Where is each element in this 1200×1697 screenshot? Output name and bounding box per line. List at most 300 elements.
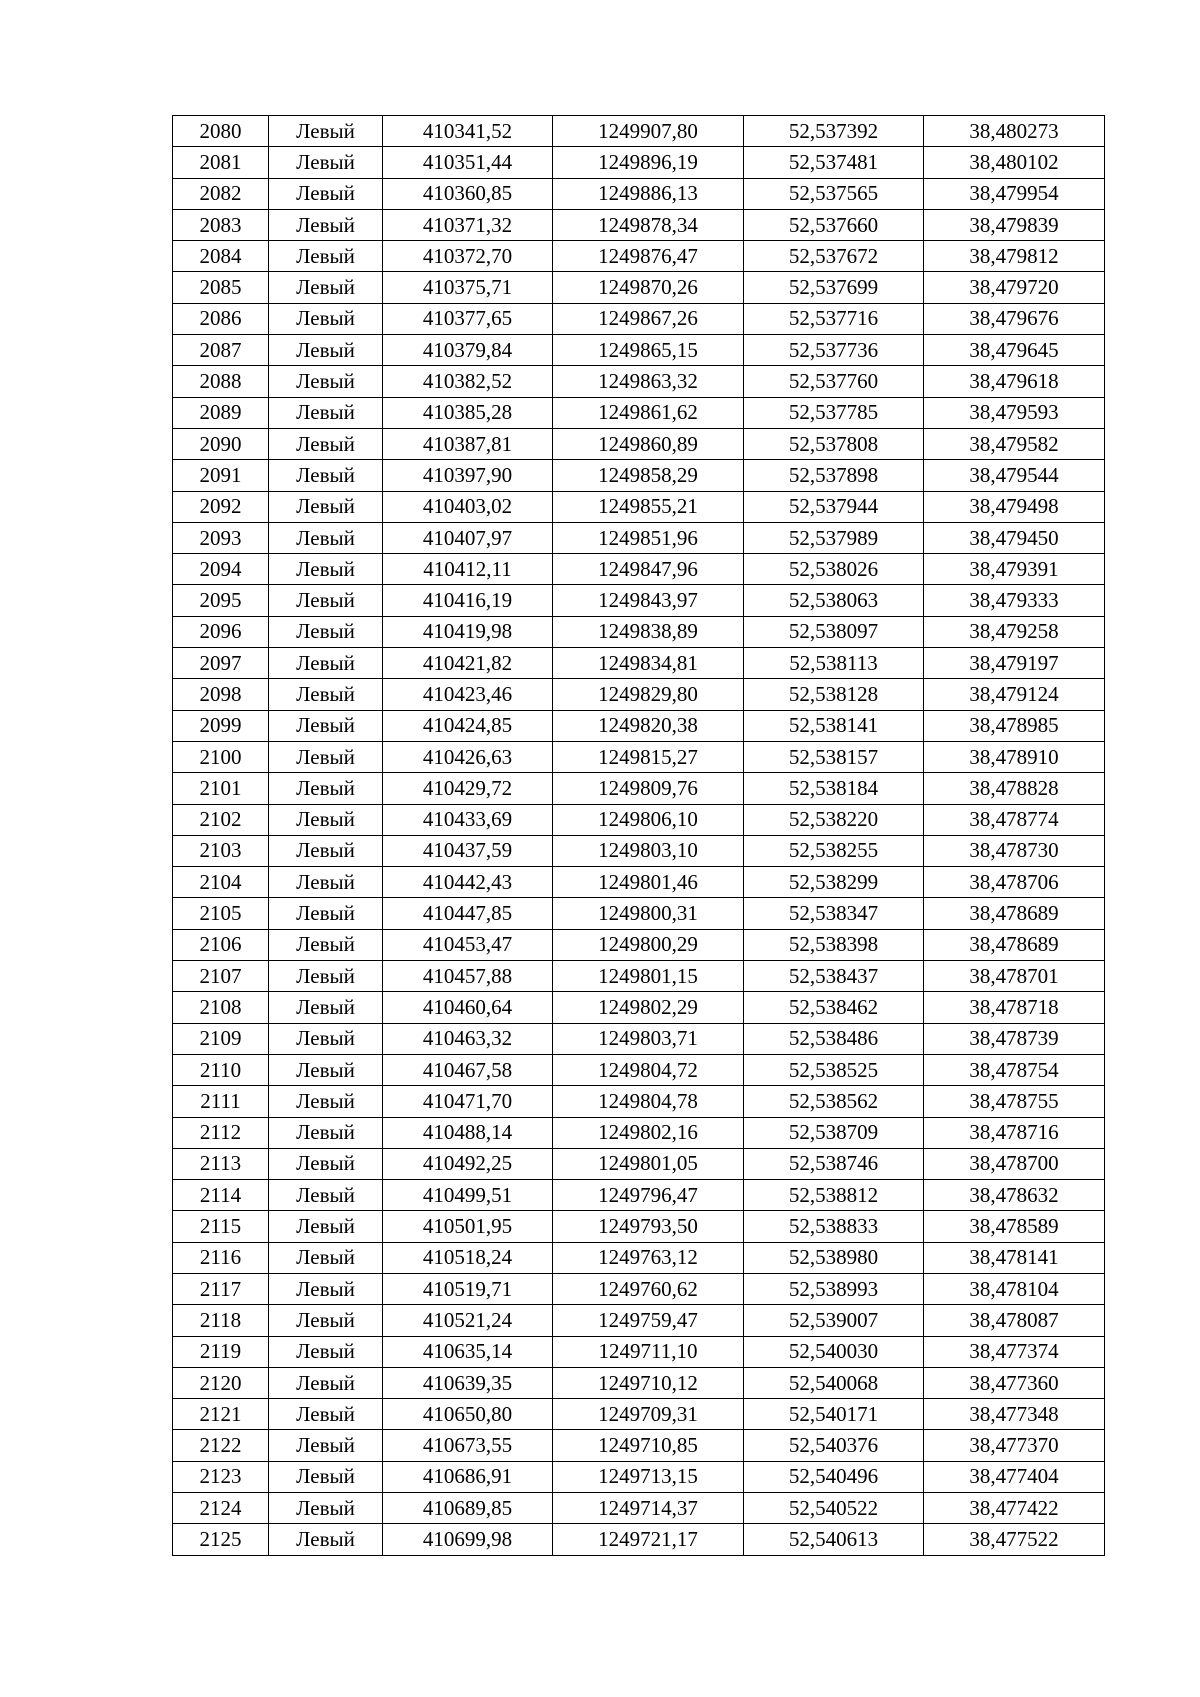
coord-x-cell: 410424,85 (383, 710, 553, 741)
coord-x-cell: 410421,82 (383, 648, 553, 679)
table-row (173, 1023, 1105, 1054)
longitude-cell: 38,478910 (924, 741, 1105, 772)
point-number-cell: 2122 (173, 1430, 269, 1461)
longitude-cell: 38,478739 (924, 1023, 1105, 1054)
longitude-cell: 38,479593 (924, 397, 1105, 428)
table-row (173, 522, 1105, 553)
coord-x-cell: 410689,85 (383, 1493, 553, 1524)
side-cell: Левый (269, 460, 383, 491)
table-row (173, 1148, 1105, 1179)
side-cell: Левый (269, 1273, 383, 1304)
latitude-cell: 52,537481 (744, 147, 924, 178)
longitude-cell: 38,479582 (924, 428, 1105, 459)
point-number-cell: 2121 (173, 1399, 269, 1430)
coord-x-cell: 410387,81 (383, 428, 553, 459)
point-number-cell: 2102 (173, 804, 269, 835)
latitude-cell: 52,538026 (744, 554, 924, 585)
table-row (173, 1461, 1105, 1492)
longitude-cell: 38,478730 (924, 835, 1105, 866)
coord-x-cell: 410412,11 (383, 554, 553, 585)
side-cell: Левый (269, 679, 383, 710)
side-cell: Левый (269, 428, 383, 459)
longitude-cell: 38,480102 (924, 147, 1105, 178)
table-row (173, 992, 1105, 1023)
coord-y-cell: 1249710,85 (553, 1430, 744, 1461)
longitude-cell: 38,478700 (924, 1148, 1105, 1179)
table-row (173, 898, 1105, 929)
table-row (173, 1086, 1105, 1117)
table-row (173, 741, 1105, 772)
coord-x-cell: 410372,70 (383, 241, 553, 272)
side-cell: Левый (269, 491, 383, 522)
latitude-cell: 52,538063 (744, 585, 924, 616)
coord-y-cell: 1249878,34 (553, 209, 744, 240)
point-number-cell: 2123 (173, 1461, 269, 1492)
side-cell: Левый (269, 209, 383, 240)
latitude-cell: 52,540522 (744, 1493, 924, 1524)
coord-y-cell: 1249851,96 (553, 522, 744, 553)
longitude-cell: 38,477422 (924, 1493, 1105, 1524)
latitude-cell: 52,537898 (744, 460, 924, 491)
latitude-cell: 52,538113 (744, 648, 924, 679)
side-cell: Левый (269, 1054, 383, 1085)
side-cell: Левый (269, 804, 383, 835)
point-number-cell: 2095 (173, 585, 269, 616)
point-number-cell: 2111 (173, 1086, 269, 1117)
coord-x-cell: 410403,02 (383, 491, 553, 522)
point-number-cell: 2092 (173, 491, 269, 522)
coord-y-cell: 1249714,37 (553, 1493, 744, 1524)
side-cell: Левый (269, 116, 383, 147)
side-cell: Левый (269, 147, 383, 178)
coord-x-cell: 410426,63 (383, 741, 553, 772)
longitude-cell: 38,477522 (924, 1524, 1105, 1555)
coord-y-cell: 1249711,10 (553, 1336, 744, 1367)
longitude-cell: 38,477370 (924, 1430, 1105, 1461)
point-number-cell: 2108 (173, 992, 269, 1023)
point-number-cell: 2109 (173, 1023, 269, 1054)
point-number-cell: 2124 (173, 1493, 269, 1524)
side-cell: Левый (269, 554, 383, 585)
latitude-cell: 52,538525 (744, 1054, 924, 1085)
point-number-cell: 2081 (173, 147, 269, 178)
coord-y-cell: 1249800,29 (553, 929, 744, 960)
side-cell: Левый (269, 1430, 383, 1461)
longitude-cell: 38,478985 (924, 710, 1105, 741)
point-number-cell: 2090 (173, 428, 269, 459)
longitude-cell: 38,478689 (924, 929, 1105, 960)
table-row (173, 585, 1105, 616)
latitude-cell: 52,538486 (744, 1023, 924, 1054)
side-cell: Левый (269, 1399, 383, 1430)
table-row (173, 835, 1105, 866)
coord-x-cell: 410429,72 (383, 773, 553, 804)
point-number-cell: 2091 (173, 460, 269, 491)
table-row (173, 1524, 1105, 1555)
latitude-cell: 52,538220 (744, 804, 924, 835)
table-row (173, 397, 1105, 428)
latitude-cell: 52,538097 (744, 616, 924, 647)
side-cell: Левый (269, 929, 383, 960)
latitude-cell: 52,538709 (744, 1117, 924, 1148)
coord-x-cell: 410447,85 (383, 898, 553, 929)
latitude-cell: 52,537660 (744, 209, 924, 240)
coord-x-cell: 410463,32 (383, 1023, 553, 1054)
latitude-cell: 52,540376 (744, 1430, 924, 1461)
coord-x-cell: 410519,71 (383, 1273, 553, 1304)
coord-x-cell: 410423,46 (383, 679, 553, 710)
coord-y-cell: 1249800,31 (553, 898, 744, 929)
coord-x-cell: 410499,51 (383, 1180, 553, 1211)
side-cell: Левый (269, 272, 383, 303)
longitude-cell: 38,477404 (924, 1461, 1105, 1492)
coord-x-cell: 410467,58 (383, 1054, 553, 1085)
point-number-cell: 2114 (173, 1180, 269, 1211)
latitude-cell: 52,538128 (744, 679, 924, 710)
side-cell: Левый (269, 1211, 383, 1242)
side-cell: Левый (269, 366, 383, 397)
side-cell: Левый (269, 710, 383, 741)
side-cell: Левый (269, 303, 383, 334)
longitude-cell: 38,479498 (924, 491, 1105, 522)
side-cell: Левый (269, 335, 383, 366)
side-cell: Левый (269, 1023, 383, 1054)
table-row (173, 116, 1105, 147)
coordinates-table-body (173, 116, 1105, 1556)
point-number-cell: 2094 (173, 554, 269, 585)
side-cell: Левый (269, 397, 383, 428)
point-number-cell: 2093 (173, 522, 269, 553)
side-cell: Левый (269, 1367, 383, 1398)
latitude-cell: 52,540496 (744, 1461, 924, 1492)
latitude-cell: 52,538299 (744, 867, 924, 898)
table-row (173, 1180, 1105, 1211)
side-cell: Левый (269, 241, 383, 272)
point-number-cell: 2106 (173, 929, 269, 960)
longitude-cell: 38,478087 (924, 1305, 1105, 1336)
table-row (173, 335, 1105, 366)
side-cell: Левый (269, 1148, 383, 1179)
side-cell: Левый (269, 867, 383, 898)
latitude-cell: 52,540030 (744, 1336, 924, 1367)
point-number-cell: 2125 (173, 1524, 269, 1555)
coord-y-cell: 1249815,27 (553, 741, 744, 772)
point-number-cell: 2099 (173, 710, 269, 741)
table-row (173, 241, 1105, 272)
coord-x-cell: 410635,14 (383, 1336, 553, 1367)
coord-x-cell: 410397,90 (383, 460, 553, 491)
coord-y-cell: 1249863,32 (553, 366, 744, 397)
latitude-cell: 52,537989 (744, 522, 924, 553)
table-row (173, 303, 1105, 334)
point-number-cell: 2080 (173, 116, 269, 147)
side-cell: Левый (269, 1336, 383, 1367)
coord-y-cell: 1249721,17 (553, 1524, 744, 1555)
side-cell: Левый (269, 1086, 383, 1117)
coord-x-cell: 410433,69 (383, 804, 553, 835)
point-number-cell: 2119 (173, 1336, 269, 1367)
table-row (173, 1117, 1105, 1148)
point-number-cell: 2112 (173, 1117, 269, 1148)
point-number-cell: 2100 (173, 741, 269, 772)
longitude-cell: 38,479676 (924, 303, 1105, 334)
coord-x-cell: 410650,80 (383, 1399, 553, 1430)
longitude-cell: 38,479645 (924, 335, 1105, 366)
longitude-cell: 38,479197 (924, 648, 1105, 679)
point-number-cell: 2083 (173, 209, 269, 240)
table-row (173, 867, 1105, 898)
table-row (173, 804, 1105, 835)
coord-x-cell: 410521,24 (383, 1305, 553, 1336)
point-number-cell: 2085 (173, 272, 269, 303)
table-row (173, 616, 1105, 647)
longitude-cell: 38,479544 (924, 460, 1105, 491)
longitude-cell: 38,479333 (924, 585, 1105, 616)
coord-y-cell: 1249802,16 (553, 1117, 744, 1148)
coord-y-cell: 1249907,80 (553, 116, 744, 147)
coord-y-cell: 1249865,15 (553, 335, 744, 366)
point-number-cell: 2107 (173, 961, 269, 992)
coord-y-cell: 1249876,47 (553, 241, 744, 272)
longitude-cell: 38,478755 (924, 1086, 1105, 1117)
table-row (173, 1367, 1105, 1398)
coord-y-cell: 1249796,47 (553, 1180, 744, 1211)
point-number-cell: 2104 (173, 867, 269, 898)
coord-y-cell: 1249870,26 (553, 272, 744, 303)
coord-x-cell: 410382,52 (383, 366, 553, 397)
latitude-cell: 52,537736 (744, 335, 924, 366)
table-row (173, 773, 1105, 804)
coord-y-cell: 1249886,13 (553, 178, 744, 209)
coord-y-cell: 1249763,12 (553, 1242, 744, 1273)
longitude-cell: 38,478104 (924, 1273, 1105, 1304)
coord-x-cell: 410492,25 (383, 1148, 553, 1179)
longitude-cell: 38,479391 (924, 554, 1105, 585)
table-row (173, 428, 1105, 459)
longitude-cell: 38,479618 (924, 366, 1105, 397)
longitude-cell: 38,479258 (924, 616, 1105, 647)
coord-y-cell: 1249861,62 (553, 397, 744, 428)
coord-y-cell: 1249834,81 (553, 648, 744, 679)
coord-y-cell: 1249713,15 (553, 1461, 744, 1492)
coord-x-cell: 410453,47 (383, 929, 553, 960)
latitude-cell: 52,537392 (744, 116, 924, 147)
longitude-cell: 38,479124 (924, 679, 1105, 710)
coord-x-cell: 410341,52 (383, 116, 553, 147)
latitude-cell: 52,537785 (744, 397, 924, 428)
table-row (173, 554, 1105, 585)
table-row (173, 178, 1105, 209)
coord-y-cell: 1249804,72 (553, 1054, 744, 1085)
coord-y-cell: 1249809,76 (553, 773, 744, 804)
coord-x-cell: 410460,64 (383, 992, 553, 1023)
coord-y-cell: 1249709,31 (553, 1399, 744, 1430)
longitude-cell: 38,477374 (924, 1336, 1105, 1367)
longitude-cell: 38,478589 (924, 1211, 1105, 1242)
coord-y-cell: 1249858,29 (553, 460, 744, 491)
side-cell: Левый (269, 992, 383, 1023)
latitude-cell: 52,537672 (744, 241, 924, 272)
coord-x-cell: 410457,88 (383, 961, 553, 992)
coord-y-cell: 1249801,46 (553, 867, 744, 898)
longitude-cell: 38,477360 (924, 1367, 1105, 1398)
side-cell: Левый (269, 1180, 383, 1211)
coord-x-cell: 410471,70 (383, 1086, 553, 1117)
latitude-cell: 52,538347 (744, 898, 924, 929)
coord-x-cell: 410416,19 (383, 585, 553, 616)
point-number-cell: 2116 (173, 1242, 269, 1273)
coord-x-cell: 410371,32 (383, 209, 553, 240)
coord-x-cell: 410377,65 (383, 303, 553, 334)
latitude-cell: 52,538141 (744, 710, 924, 741)
coord-x-cell: 410360,85 (383, 178, 553, 209)
coord-x-cell: 410375,71 (383, 272, 553, 303)
latitude-cell: 52,538462 (744, 992, 924, 1023)
point-number-cell: 2101 (173, 773, 269, 804)
table-row (173, 209, 1105, 240)
longitude-cell: 38,479812 (924, 241, 1105, 272)
coord-x-cell: 410379,84 (383, 335, 553, 366)
side-cell: Левый (269, 1242, 383, 1273)
latitude-cell: 52,537565 (744, 178, 924, 209)
latitude-cell: 52,540613 (744, 1524, 924, 1555)
side-cell: Левый (269, 773, 383, 804)
point-number-cell: 2105 (173, 898, 269, 929)
point-number-cell: 2086 (173, 303, 269, 334)
longitude-cell: 38,478632 (924, 1180, 1105, 1211)
point-number-cell: 2082 (173, 178, 269, 209)
longitude-cell: 38,479839 (924, 209, 1105, 240)
coord-x-cell: 410518,24 (383, 1242, 553, 1273)
coord-y-cell: 1249760,62 (553, 1273, 744, 1304)
coord-x-cell: 410686,91 (383, 1461, 553, 1492)
point-number-cell: 2113 (173, 1148, 269, 1179)
coord-y-cell: 1249801,05 (553, 1148, 744, 1179)
point-number-cell: 2098 (173, 679, 269, 710)
longitude-cell: 38,478718 (924, 992, 1105, 1023)
longitude-cell: 38,478774 (924, 804, 1105, 835)
longitude-cell: 38,479720 (924, 272, 1105, 303)
latitude-cell: 52,538157 (744, 741, 924, 772)
longitude-cell: 38,478701 (924, 961, 1105, 992)
longitude-cell: 38,479450 (924, 522, 1105, 553)
coord-y-cell: 1249804,78 (553, 1086, 744, 1117)
table-row (173, 460, 1105, 491)
coord-y-cell: 1249803,10 (553, 835, 744, 866)
table-row (173, 929, 1105, 960)
side-cell: Левый (269, 1524, 383, 1555)
coord-x-cell: 410501,95 (383, 1211, 553, 1242)
side-cell: Левый (269, 1305, 383, 1336)
coord-x-cell: 410385,28 (383, 397, 553, 428)
longitude-cell: 38,478141 (924, 1242, 1105, 1273)
longitude-cell: 38,478828 (924, 773, 1105, 804)
latitude-cell: 52,538980 (744, 1242, 924, 1273)
latitude-cell: 52,537808 (744, 428, 924, 459)
table-row (173, 710, 1105, 741)
coord-y-cell: 1249710,12 (553, 1367, 744, 1398)
coord-x-cell: 410699,98 (383, 1524, 553, 1555)
latitude-cell: 52,537716 (744, 303, 924, 334)
longitude-cell: 38,480273 (924, 116, 1105, 147)
latitude-cell: 52,538833 (744, 1211, 924, 1242)
coord-y-cell: 1249820,38 (553, 710, 744, 741)
longitude-cell: 38,478689 (924, 898, 1105, 929)
point-number-cell: 2117 (173, 1273, 269, 1304)
longitude-cell: 38,478706 (924, 867, 1105, 898)
coord-y-cell: 1249793,50 (553, 1211, 744, 1242)
coord-y-cell: 1249860,89 (553, 428, 744, 459)
table-row (173, 1305, 1105, 1336)
point-number-cell: 2120 (173, 1367, 269, 1398)
latitude-cell: 52,538398 (744, 929, 924, 960)
table-row (173, 1336, 1105, 1367)
table-row (173, 648, 1105, 679)
side-cell: Левый (269, 522, 383, 553)
longitude-cell: 38,478716 (924, 1117, 1105, 1148)
coord-y-cell: 1249801,15 (553, 961, 744, 992)
coord-x-cell: 410673,55 (383, 1430, 553, 1461)
side-cell: Левый (269, 1461, 383, 1492)
latitude-cell: 52,539007 (744, 1305, 924, 1336)
point-number-cell: 2089 (173, 397, 269, 428)
table-row (173, 272, 1105, 303)
table-row (173, 366, 1105, 397)
point-number-cell: 2110 (173, 1054, 269, 1085)
latitude-cell: 52,538437 (744, 961, 924, 992)
side-cell: Левый (269, 178, 383, 209)
side-cell: Левый (269, 961, 383, 992)
table-row (173, 1273, 1105, 1304)
coord-x-cell: 410437,59 (383, 835, 553, 866)
coord-y-cell: 1249806,10 (553, 804, 744, 835)
latitude-cell: 52,540068 (744, 1367, 924, 1398)
point-number-cell: 2096 (173, 616, 269, 647)
coord-x-cell: 410419,98 (383, 616, 553, 647)
coord-y-cell: 1249847,96 (553, 554, 744, 585)
coord-y-cell: 1249838,89 (553, 616, 744, 647)
point-number-cell: 2115 (173, 1211, 269, 1242)
coord-x-cell: 410639,35 (383, 1367, 553, 1398)
coord-y-cell: 1249867,26 (553, 303, 744, 334)
side-cell: Левый (269, 741, 383, 772)
side-cell: Левый (269, 616, 383, 647)
point-number-cell: 2103 (173, 835, 269, 866)
point-number-cell: 2088 (173, 366, 269, 397)
latitude-cell: 52,538184 (744, 773, 924, 804)
longitude-cell: 38,477348 (924, 1399, 1105, 1430)
coord-x-cell: 410351,44 (383, 147, 553, 178)
table-row (173, 1430, 1105, 1461)
latitude-cell: 52,540171 (744, 1399, 924, 1430)
coord-y-cell: 1249829,80 (553, 679, 744, 710)
latitude-cell: 52,538562 (744, 1086, 924, 1117)
latitude-cell: 52,538993 (744, 1273, 924, 1304)
side-cell: Левый (269, 835, 383, 866)
latitude-cell: 52,538812 (744, 1180, 924, 1211)
longitude-cell: 38,478754 (924, 1054, 1105, 1085)
table-row (173, 1242, 1105, 1273)
coordinates-table (172, 115, 1105, 1556)
coord-x-cell: 410488,14 (383, 1117, 553, 1148)
table-row (173, 1054, 1105, 1085)
side-cell: Левый (269, 648, 383, 679)
latitude-cell: 52,537760 (744, 366, 924, 397)
table-row (173, 961, 1105, 992)
table-row (173, 491, 1105, 522)
coord-y-cell: 1249855,21 (553, 491, 744, 522)
side-cell: Левый (269, 585, 383, 616)
